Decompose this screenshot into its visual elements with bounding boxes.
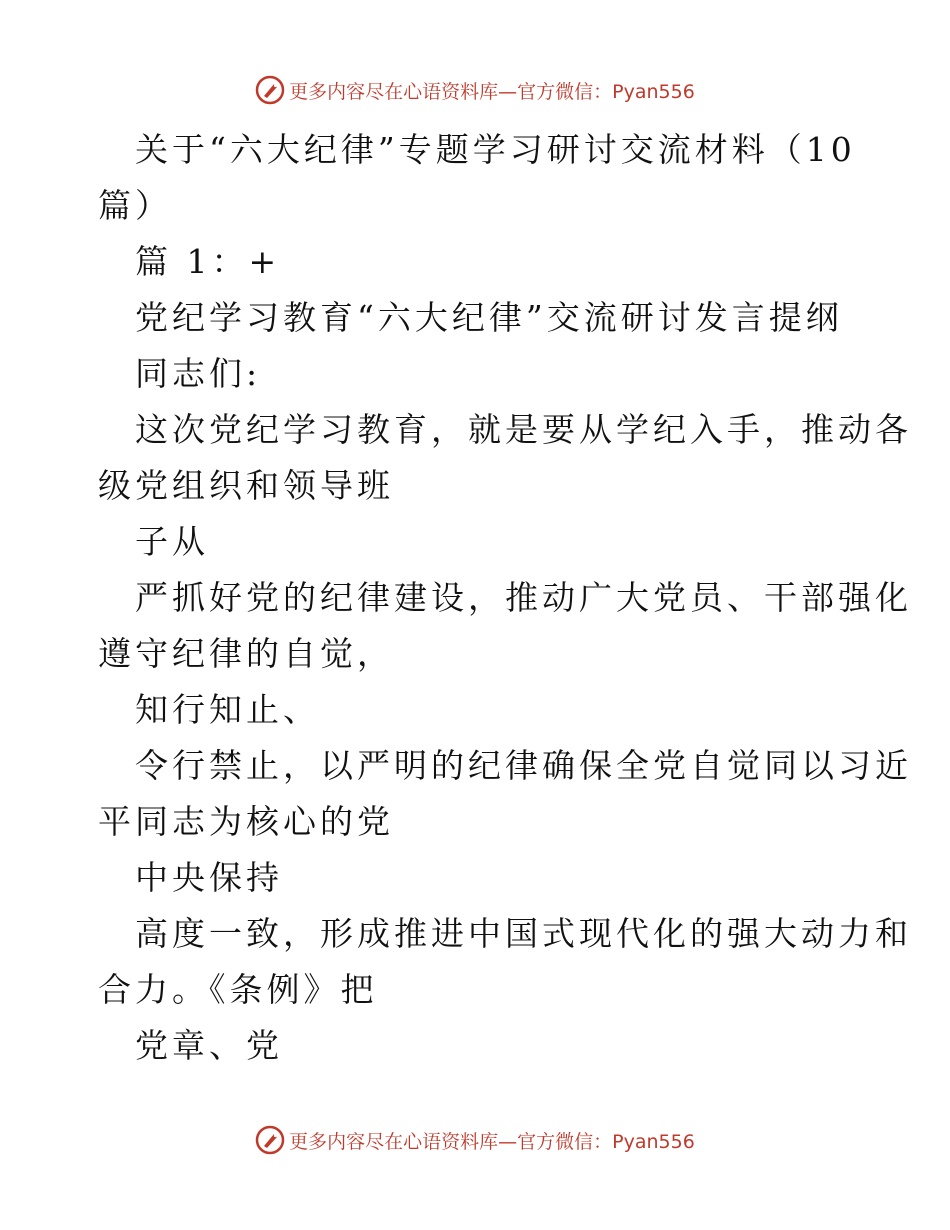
text-line: 知行知止、 — [135, 690, 320, 729]
text-line: 这次党纪学习教育，就是要从学纪入手，推动各 — [135, 410, 912, 449]
pen-nib-icon — [255, 1125, 285, 1155]
text-line: 篇） — [98, 186, 172, 225]
text-line: 篇 1：+ — [135, 242, 281, 281]
text-line: 令行禁止，以严明的纪律确保全党自觉同以习近 — [135, 746, 912, 785]
footer-watermark — [0, 1120, 950, 1160]
text-line: 平同志为核心的党 — [98, 802, 394, 841]
pen-nib-icon — [255, 75, 285, 105]
text-line: 党纪学习教育“六大纪律”交流研讨发言提纲 — [135, 298, 843, 337]
text-line: 同志们: — [135, 354, 262, 393]
text-line: 高度一致，形成推进中国式现代化的强大动力和 — [135, 914, 912, 953]
text-line: 子从 — [135, 522, 209, 561]
text-line: 遵守纪律的自觉， — [98, 634, 394, 673]
text-line: 关于“六大纪律”专题学习研讨交流材料（10 — [135, 130, 856, 169]
header-watermark — [0, 70, 950, 110]
text-line: 严抓好党的纪律建设，推动广大党员、干部强化 — [135, 578, 912, 617]
text-line: 党章、党 — [135, 1026, 283, 1065]
text-line: 合力。《条例》把 — [98, 970, 378, 1009]
document-body — [98, 122, 912, 1074]
watermark-text: 更多内容尽在心语资料库—官方微信：Pyan556 — [289, 80, 695, 103]
text-line: 中央保持 — [135, 858, 283, 897]
text-line: 级党组织和领导班 — [98, 466, 394, 505]
watermark-text: 更多内容尽在心语资料库—官方微信：Pyan556 — [289, 1130, 695, 1153]
